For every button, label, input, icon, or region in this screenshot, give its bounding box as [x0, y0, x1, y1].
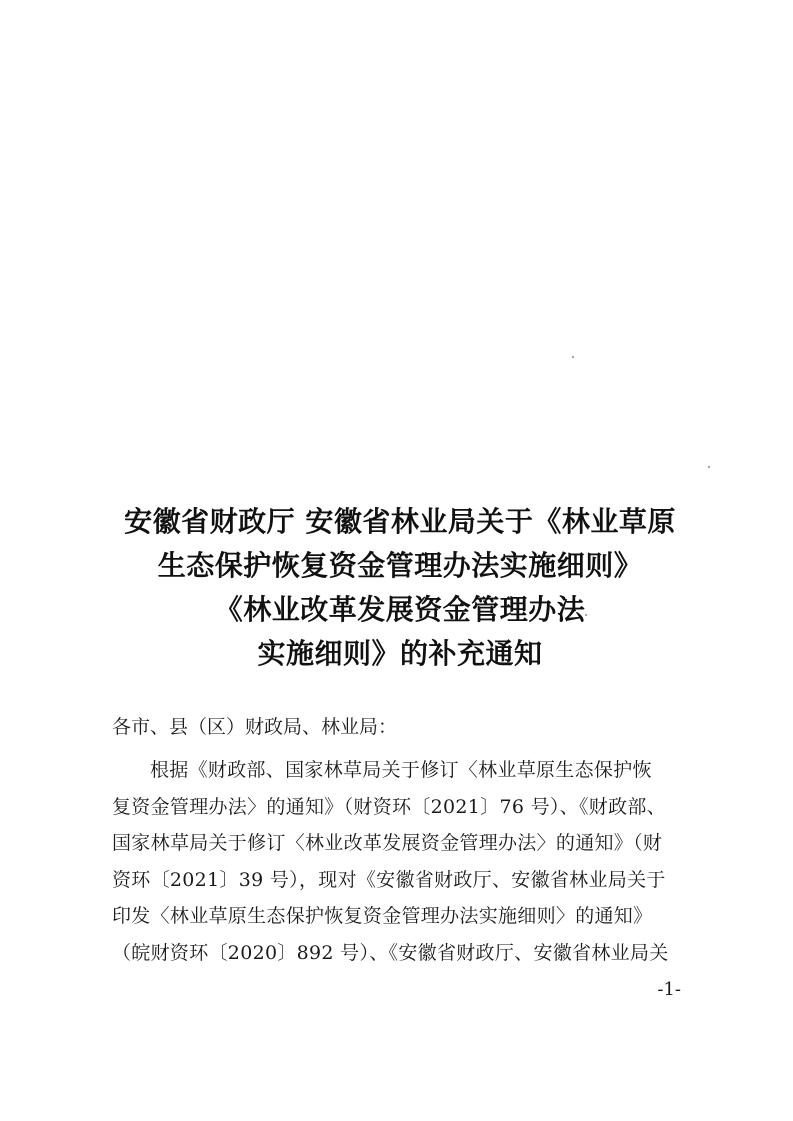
scan-speck	[708, 466, 710, 468]
document-body	[112, 712, 692, 971]
paragraph-line: 复资金管理办法〉的通知》（财资环〔2021〕76 号）、《财政部、	[112, 795, 666, 818]
paragraph-line: 根据《财政部、国家林草局关于修订〈林业草原生态保护恢	[150, 759, 652, 781]
paragraph-line: （皖财资环〔2020〕892 号）、《安徽省财政厅、安徽省林业局关	[112, 941, 669, 964]
title-line-4: 实施细则》的补充通知	[257, 637, 543, 670]
paragraph-line: 印发〈林业草原生态保护恢复资金管理办法实施细则〉的通知》	[112, 905, 653, 927]
salutation: 各市、县（区）财政局、林业局：	[112, 716, 398, 738]
page-number: -1-	[657, 979, 681, 1000]
scan-speck	[572, 356, 574, 358]
document-title	[100, 500, 700, 676]
paragraph-line: 国家林草局关于修订〈林业改革发展资金管理办法〉的通知》（财	[112, 832, 663, 854]
title-line-1: 安徽省财政厅 安徽省林业局关于《林业草原	[124, 505, 676, 538]
paragraph-line: 资环〔2021〕39 号），现对《安徽省财政厅、安徽省林业局关于	[112, 868, 666, 891]
title-line-2: 生态保护恢复资金管理办法实施细则》	[157, 549, 643, 582]
title-line-3: 《林业改革发展资金管理办法	[214, 593, 586, 626]
